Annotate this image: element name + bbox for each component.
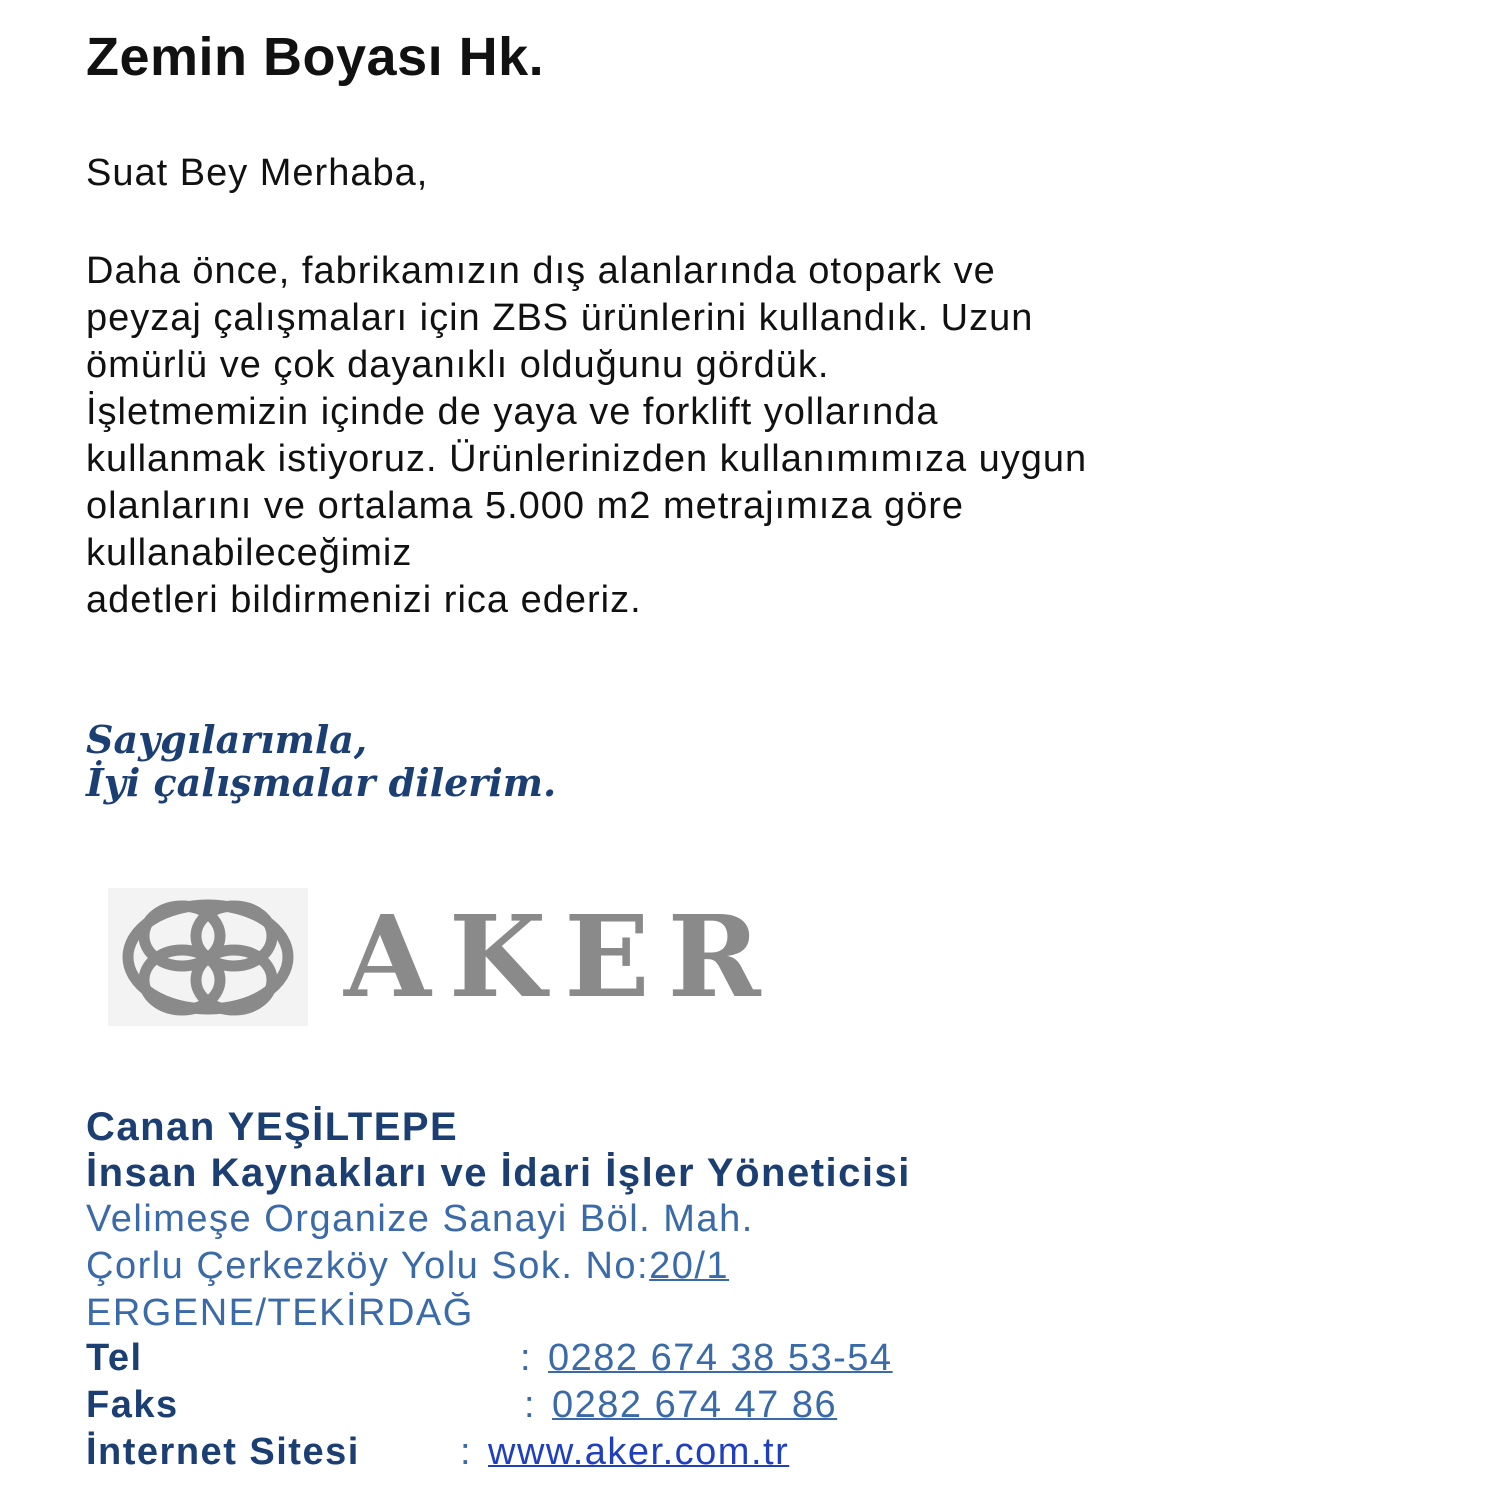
aker-knot-logo-icon	[108, 888, 308, 1026]
signature-job-title: İnsan Kaynakları ve İdari İşler Yöneticisi	[86, 1151, 911, 1195]
email-signature	[86, 1104, 911, 1478]
contact-row-fax	[86, 1384, 911, 1431]
logo-wordmark: AKER	[344, 892, 779, 1023]
email-closing	[86, 718, 556, 804]
email-body-line: ömürlü ve çok dayanıklı olduğunu gördük.	[86, 344, 830, 386]
fax-value	[552, 1384, 837, 1427]
email-body-line: kullanabileceğimiz	[86, 532, 413, 574]
website-link[interactable]: www.aker.com.tr	[488, 1431, 790, 1473]
signature-address-line: ERGENE/TEKİRDAĞ	[86, 1292, 474, 1334]
signature-address-line	[86, 1243, 911, 1290]
web-label: İnternet Sitesi	[86, 1431, 360, 1473]
email-body-line: peyzaj çalışmaları için ZBS ürünlerini kullandık. Uzun	[86, 297, 1034, 339]
email-body-line: olanlarını ve ortalama 5.000 m2 metrajımıza göre	[86, 485, 965, 527]
tel-separator: :	[520, 1337, 531, 1379]
aker-logo	[108, 888, 898, 1028]
address-number-link[interactable]: 20/1	[649, 1245, 730, 1287]
signature-name: Canan YEŞİLTEPE	[86, 1105, 459, 1149]
contact-row-web	[86, 1431, 911, 1478]
email-body	[86, 248, 1466, 624]
web-separator: :	[460, 1431, 471, 1473]
email-greeting: Suat Bey Merhaba,	[86, 152, 429, 194]
fax-separator: :	[524, 1384, 535, 1426]
address-street: Çorlu Çerkezköy Yolu Sok. No:	[86, 1245, 650, 1287]
fax-link[interactable]: 0282 674 47 86	[552, 1384, 838, 1426]
tel-label: Tel	[86, 1337, 143, 1379]
closing-wishes: İyi çalışmalar dilerim.	[86, 760, 557, 805]
closing-regards: Saygılarımla,	[86, 717, 368, 762]
email-body-line: adetleri bildirmenizi rica ederiz.	[86, 579, 642, 621]
email-subject: Zemin Boyası Hk.	[86, 27, 545, 87]
email-body-line: Daha önce, fabrikamızın dış alanlarında otopark ve	[86, 250, 996, 292]
fax-label: Faks	[86, 1384, 179, 1426]
email-body-line: kullanmak istiyoruz. Ürünlerinizden kullanımımıza uygun	[86, 438, 1088, 480]
tel-value	[548, 1337, 893, 1380]
signature-address-line: Velimeşe Organize Sanayi Böl. Mah.	[86, 1198, 754, 1240]
email-body-line: İşletmemizin içinde de yaya ve forklift yollarında	[86, 391, 939, 433]
tel-link[interactable]: 0282 674 38 53-54	[548, 1337, 893, 1379]
web-value	[488, 1431, 789, 1474]
contact-row-tel	[86, 1337, 911, 1384]
